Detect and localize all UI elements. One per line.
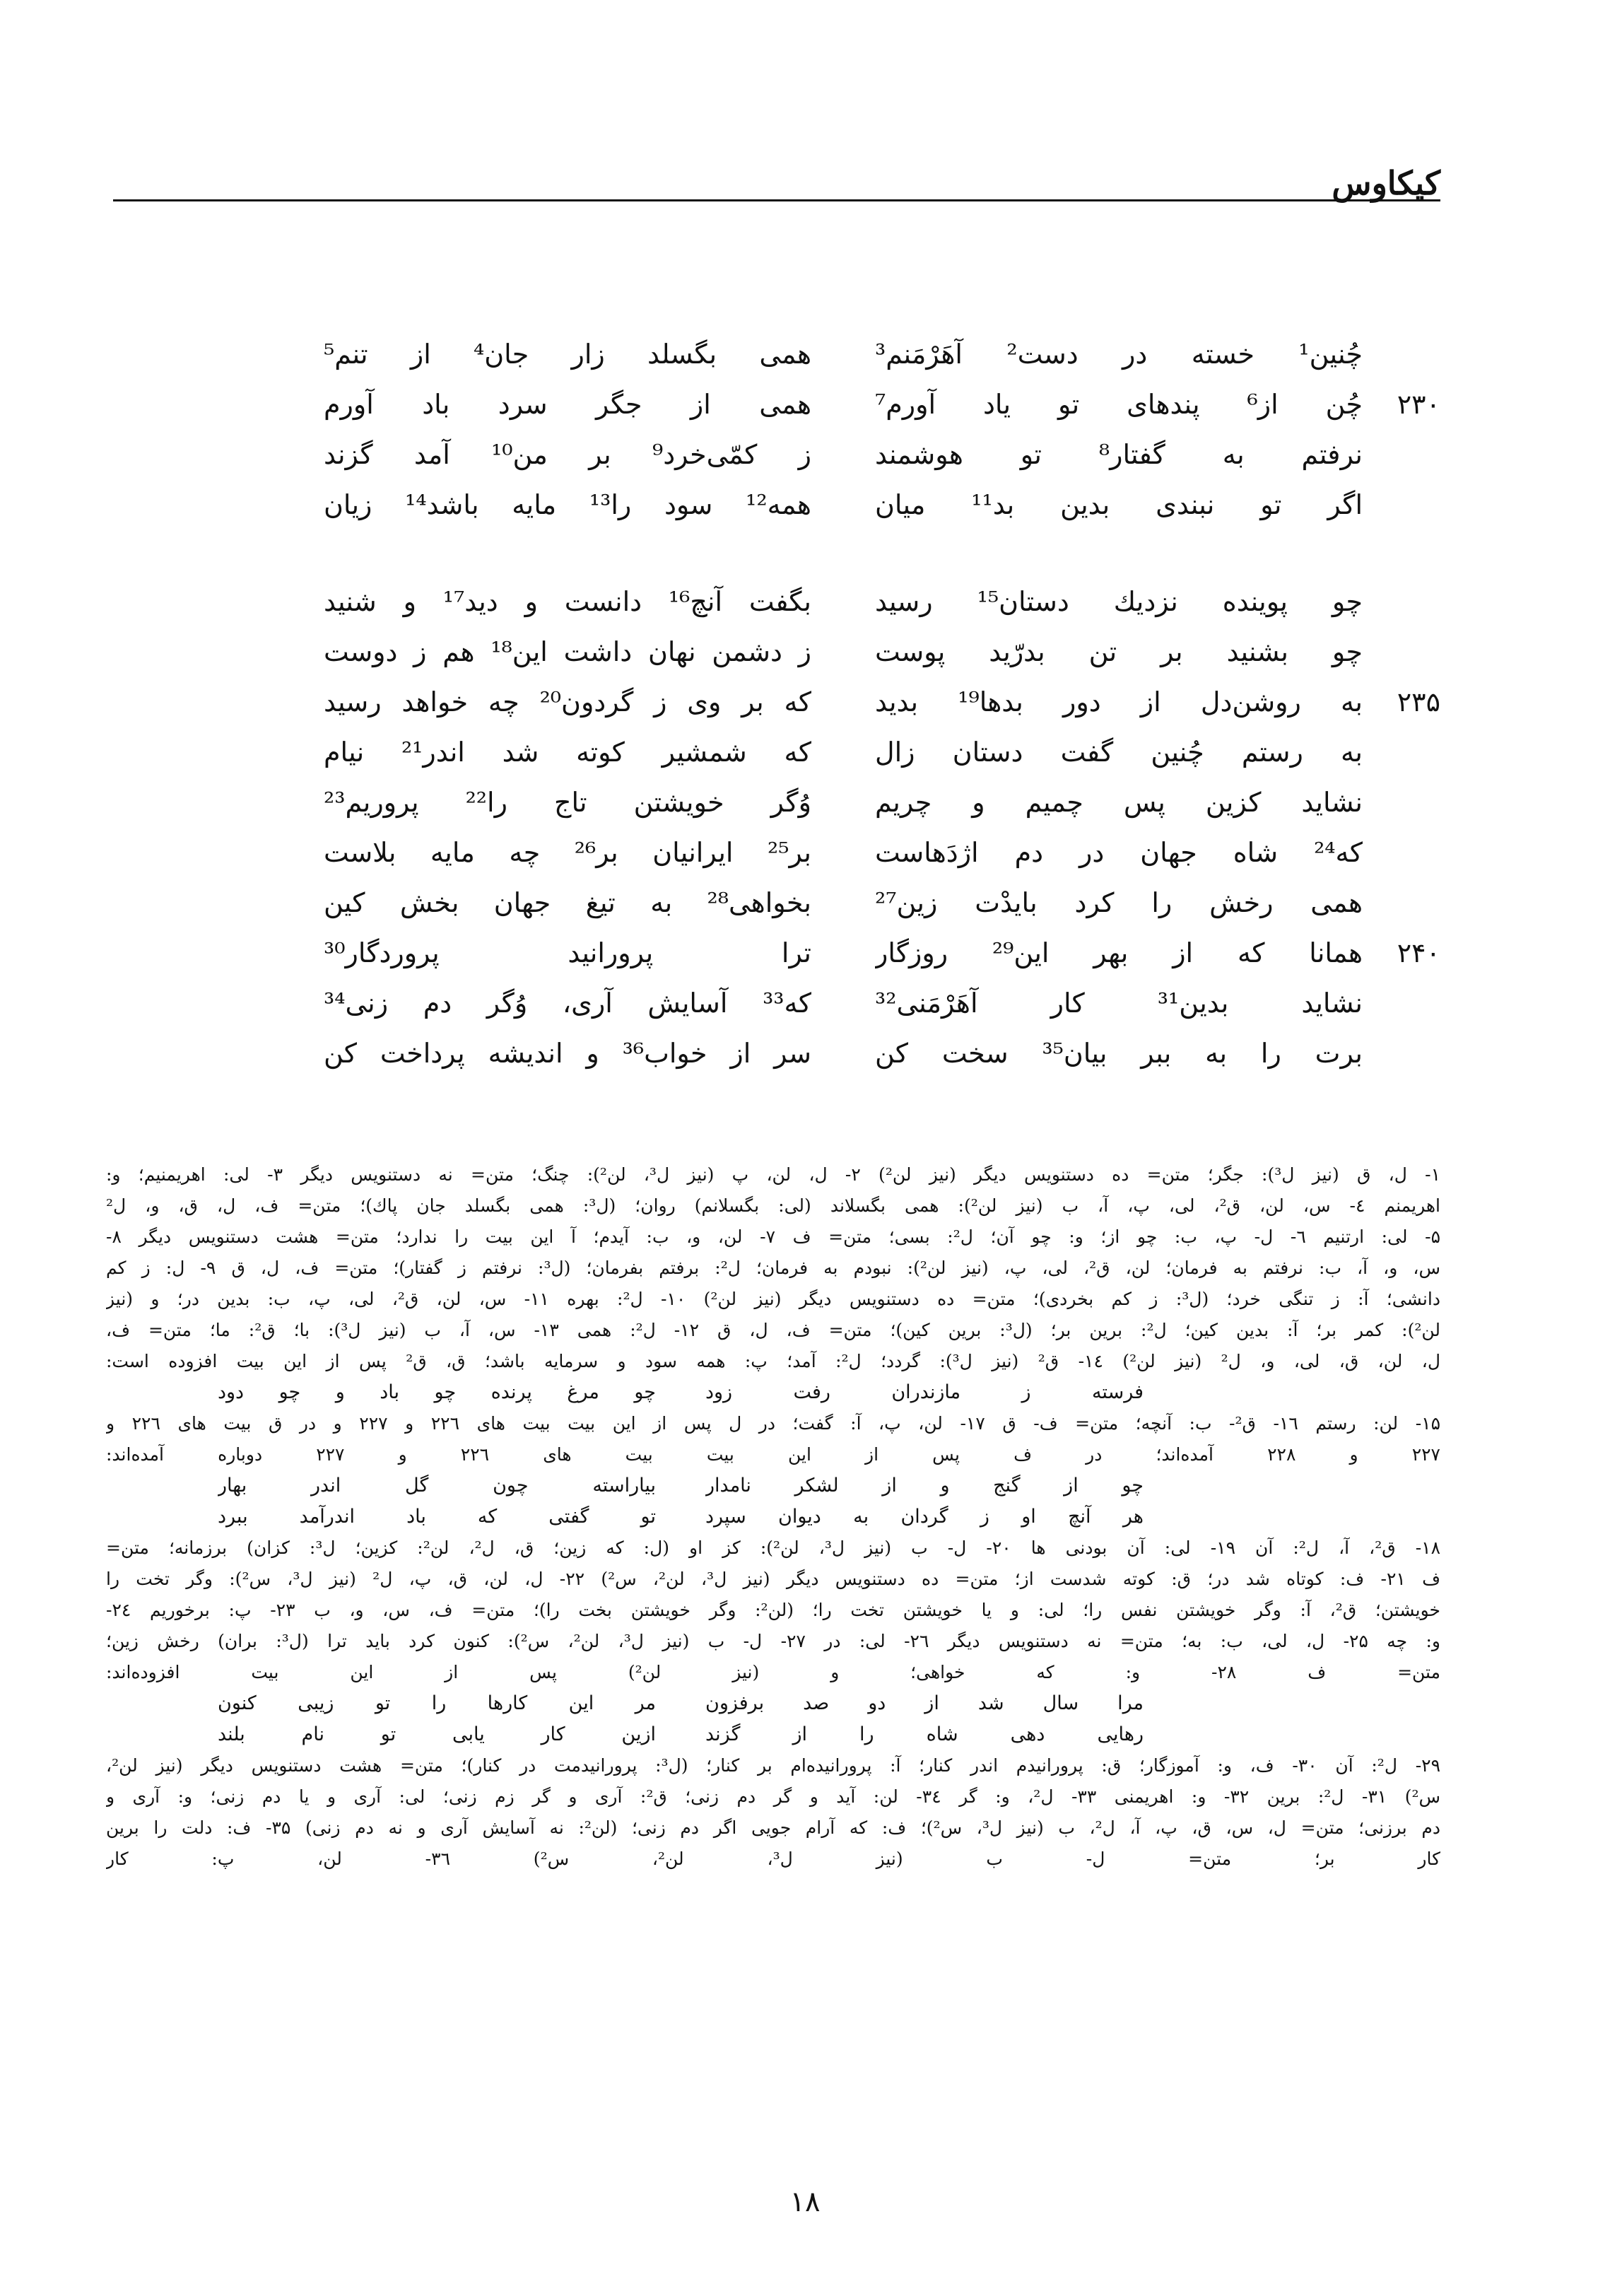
footnotes — [106, 1159, 1440, 1875]
footnote-line: ۲۲۷ و ۲۲۸ آمده‌اند؛ در ف پس از این بیت بیت های ۲۲٦ و ۲۲۷ دوباره آمده‌اند: — [106, 1444, 1440, 1465]
footnote-line: دم برزنی؛ متن= ل، س، ق، پ، آ، ل²، ب (نیز ل³، س²)؛ ف: که آرام جویی اگر دم زنی؛ (لن²: نه آسایش آری و نه دم زنی) ۳۵- ف: دلت را برین — [106, 1817, 1440, 1838]
hemistich-right: چُنین¹ خسته در دست² آهَرْمَنم³ — [875, 339, 1363, 370]
hemistich-left: که شمشیر کوته شد اندر²¹ نیام — [324, 737, 811, 768]
footnote-verse — [106, 1470, 1440, 1501]
couplet — [226, 1031, 1440, 1082]
hemistich-left: ز دشمن نهان داشت این¹⁸ هم ز دوست — [324, 636, 811, 667]
hemistich-right: برت را به ببر بیان³⁵ سخت کن — [875, 1038, 1363, 1069]
hemistich-right: نرفتم به گفتار⁸ تو هوشمند — [875, 439, 1363, 470]
footnote-line: و: چه ۲۵- ل، لی، ب: به؛ متن= نه دستنویس دیگر ۲٦- لی: در ۲۷- ل- ب (نیز ل³، لن²، س²): کنون کرد باید ترا (ل³: بران) رخش زین؛ — [106, 1631, 1440, 1651]
hemistich-left: سر از خواب³⁶ و اندیشه پرداخت کن — [324, 1038, 811, 1069]
footnote-line: لن²): کمر بر؛ آ: بدین کین؛ ل²: برین بر؛ (ل³: برین کین)؛ متن= ف، ل، ق ۱۲- ل²: همی ۱۳- س، آ، ب (نیز ل³): با؛ ق²: ما؛ متن= ف، — [106, 1320, 1440, 1340]
verse-number: ۲۴۰ — [1397, 937, 1440, 968]
hemistich-right: که²⁴ شاه جهان در دم اژدَهاست — [875, 837, 1363, 868]
hemistich-right: چو بشنید بر تن بدرّید پوست — [875, 636, 1363, 667]
couplet — [226, 680, 1440, 730]
hemistich-right: چو پوینده نزدیك دستان¹⁵ رسید — [875, 586, 1363, 617]
footnote-hemistich-right: هر آنچ او ز گردان به دیوان سپرد — [705, 1506, 1144, 1528]
hemistich-left: ترا پرورانید پروردگار³⁰ — [324, 937, 811, 968]
couplet — [226, 730, 1440, 780]
footnote-line: متن= ف ۲۸- و: که خواهی؛ و (نیز لن²) پس از این بیت افزوده‌اند: — [106, 1662, 1440, 1682]
footnote-verse — [106, 1501, 1440, 1533]
hemistich-left: که بر وی ز گردون²⁰ چه خواهد رسید — [324, 686, 811, 718]
couplet — [226, 931, 1440, 981]
footnote-hemistich-left: چو مرغ پرنده چو باد و چو دود — [218, 1381, 656, 1403]
footnote-hemistich-right: چو از گنج و از لشکر نامدار — [705, 1475, 1144, 1496]
hemistich-right: نشاید بدین³¹ کار آهَرْمَنی³² — [875, 988, 1363, 1019]
hemistich-right: به روشن‌دل از دور بدها¹⁹ بدید — [875, 686, 1363, 718]
footnote-line: ل، لن، ق، لی، و، ل² (نیز لن²) ١٤- ق² (نیز ل³): گردد؛ ل²: آمد؛ پ: همه سود و سرمایه باشد؛ ق، ق² پس از این بیت افزوده است: — [106, 1351, 1440, 1371]
hemistich-right: اگر تو نبندی بدین بد¹¹ میان — [875, 489, 1363, 520]
header-rule — [113, 199, 1440, 201]
hemistich-left: همی بگسلد زار جان⁴ از تنم⁵ — [324, 339, 811, 370]
footnote-line: ۱۵- لن: رستم ۱٦- ق²- ب: آنچه؛ متن= ف- ق ۱۷- لن، پ، آ: گفت؛ در ل پس از این بیت بیت های ۲۲٦ و ۲۲۷ و در ق بیت های ۲۲٦ و — [106, 1413, 1440, 1434]
footnote-hemistich-left: بیاراسته چون گل اندر بهار — [218, 1475, 656, 1496]
couplet — [226, 881, 1440, 931]
footnote-hemistich-right: مرا سال شد از دو صد برفزون — [705, 1692, 1144, 1714]
footnote-line: خویشتن؛ ق²، آ: وگر خویشتن نفس را؛ لی: و یا خویشتن تخت را؛ (لن²: وگر خویشتن بخت را)؛ متن= ف، س، و، ب ۲۳- پ: برخوریم ۲٤- — [106, 1600, 1440, 1620]
footnote-line: س²) ۳۱- ل²: برین ۳۲- و: اهریمنی ۳۳- ل²، و: گر ۳٤- لن: آید و گر دم زنی؛ ق²: آری و گر زم زنی؛ لی: آری و یا دم زنی؛ و: آری و — [106, 1786, 1440, 1807]
couplet — [226, 780, 1440, 831]
hemistich-left: بگفت آنچ¹⁶ دانست و دید¹⁷ و شنید — [324, 586, 811, 617]
footnote-hemistich-left: تو گفتی که باد اندرآمد ببرد — [218, 1506, 656, 1528]
footnote-line: کار بر؛ متن= ل- ب (نیز ل³، لن²، س²) ۳٦- لن، پ: کار — [106, 1849, 1440, 1869]
footnote-hemistich-left: مر این کارها را تو زیبی کنون — [218, 1692, 656, 1714]
hemistich-left: بخواهی²⁸ به تیغ جهان بخش کین — [324, 887, 811, 918]
hemistich-right: همانا که از بهر این²⁹ روزگار — [875, 937, 1363, 968]
couplet — [226, 580, 1440, 630]
hemistich-right: نشاید کزین پس چمیم و چریم — [875, 787, 1363, 818]
footnote-verse — [106, 1377, 1440, 1408]
hemistich-right: چُن از⁶ پندهای تو یاد آورم⁷ — [875, 389, 1363, 420]
footnote-verse — [106, 1688, 1440, 1719]
hemistich-left: ز کمّی‌خرد⁹ بر من¹⁰ آمد گزند — [324, 439, 811, 470]
couplet — [226, 981, 1440, 1031]
couplet — [226, 382, 1440, 433]
couplet — [226, 831, 1440, 881]
footnote-line: اهریمنم ٤- س، لن، ق²، لی، پ، آ، ب (نیز لن²): همی بگسلاند (لی: بگسلانم) روان؛ (ل³: همی بگسلد جان پاك)؛ متن= ف، ل، ق، و، ل² — [106, 1195, 1440, 1216]
footnote-line: ف ۲۱- ف: کوتاه شد در؛ ق: کوته شدست از؛ متن= ده دستنویس دیگر (نیز ل³، لن²، س²) ۲۲- ل، لن، ق، پ، ل² (نیز ل³، س²): وگر تخت را — [106, 1569, 1440, 1589]
poem-section-bottom — [226, 580, 1440, 1082]
hemistich-left: همی از جگر سرد باد آورم — [324, 389, 811, 420]
hemistich-left: که³³ آسایش آری، وُگر دم زنی³⁴ — [324, 988, 811, 1019]
page-number: ۱۸ — [789, 2186, 821, 2218]
footnote-line: ۱۸- ق²، آ، ل²: آن ۱۹- لی: آن بودنی ها ۲۰- ل- ب (نیز ل³، لن²): کز او (ل: که زین؛ ق، ل²، لن²: کزین؛ ل³: کزان) برزمانه؛ متن= — [106, 1538, 1440, 1558]
page-title: کیکاوس — [1332, 164, 1440, 202]
couplet — [226, 433, 1440, 483]
footnote-line: س، و، آ، ب: نرفتم به فرمان؛ لن، ق²، لی، پ، (نیز لن²): نبودم به فرمان؛ ل²: برفتم بفرمان؛ (ل³: نرفتم ز گفتار)؛ متن= ف، ل، ق ۹- ل: ز کم — [106, 1258, 1440, 1278]
hemistich-left: بر²⁵ ایرانیان بر²⁶ چه مایه بلاست — [324, 837, 811, 868]
poem-section-top — [226, 332, 1440, 533]
couplet — [226, 483, 1440, 533]
hemistich-left: وُگر خویشتن تاج را²² پروریم²³ — [324, 787, 811, 818]
hemistich-right: به رستم چُنین گفت دستان زال — [875, 737, 1363, 768]
hemistich-right: همی رخش را کرد بایدْت زین²⁷ — [875, 887, 1363, 918]
footnote-hemistich-right: رهایی دهی شاه را از گزند — [705, 1723, 1144, 1745]
footnote-line: دانشی؛ آ: ز تنگی خرد؛ (ل³: ز کم بخردی)؛ متن= ده دستنویس دیگر (نیز لن²) ۱۰- ل²: بهره ۱۱- س، لن، ق²، لی، پ، ب: بدین در؛ و (نیز — [106, 1289, 1440, 1309]
footnote-verse — [106, 1719, 1440, 1750]
verse-number: ۲۳۵ — [1397, 686, 1440, 718]
verse-number: ۲۳۰ — [1397, 389, 1440, 420]
couplet — [226, 332, 1440, 382]
footnote-hemistich-right: فرسته ز مازندران رفت زود — [705, 1381, 1144, 1403]
footnote-line: ۲۹- ل²: آن ۳۰- ف، و: آموزگار؛ ق: پرورانیدم اندر کنار؛ آ: پرورانیده‌ام بر کنار؛ (ل³: پرورانیدمت در کنار)؛ متن= هشت دستنویس دیگر (نیز لن²، — [106, 1755, 1440, 1776]
hemistich-left: همه¹² سود را¹³ مایه باشد¹⁴ زیان — [324, 489, 811, 520]
couplet — [226, 630, 1440, 680]
footnote-line: ۵- لی: ارتنیم ٦- ل- پ، ب: چو از؛ و: چو آن؛ ل²: بسی؛ متن= ف ۷- لن، و، ب: آیدم؛ آ این بیت را ندارد؛ متن= هشت دستنویس دیگر ۸- — [106, 1226, 1440, 1247]
footnote-hemistich-left: ازین کار یابی تو نام بلند — [218, 1723, 656, 1745]
footnote-line: ۱- ل، ق (نیز ل³): جگر؛ متن= ده دستنویس دیگر (نیز لن²) ۲- ل، لن، پ (نیز ل³، لن²): چنگ؛ متن= نه دستنویس دیگر ۳- لی: اهریمنیم؛ و: — [106, 1164, 1440, 1185]
